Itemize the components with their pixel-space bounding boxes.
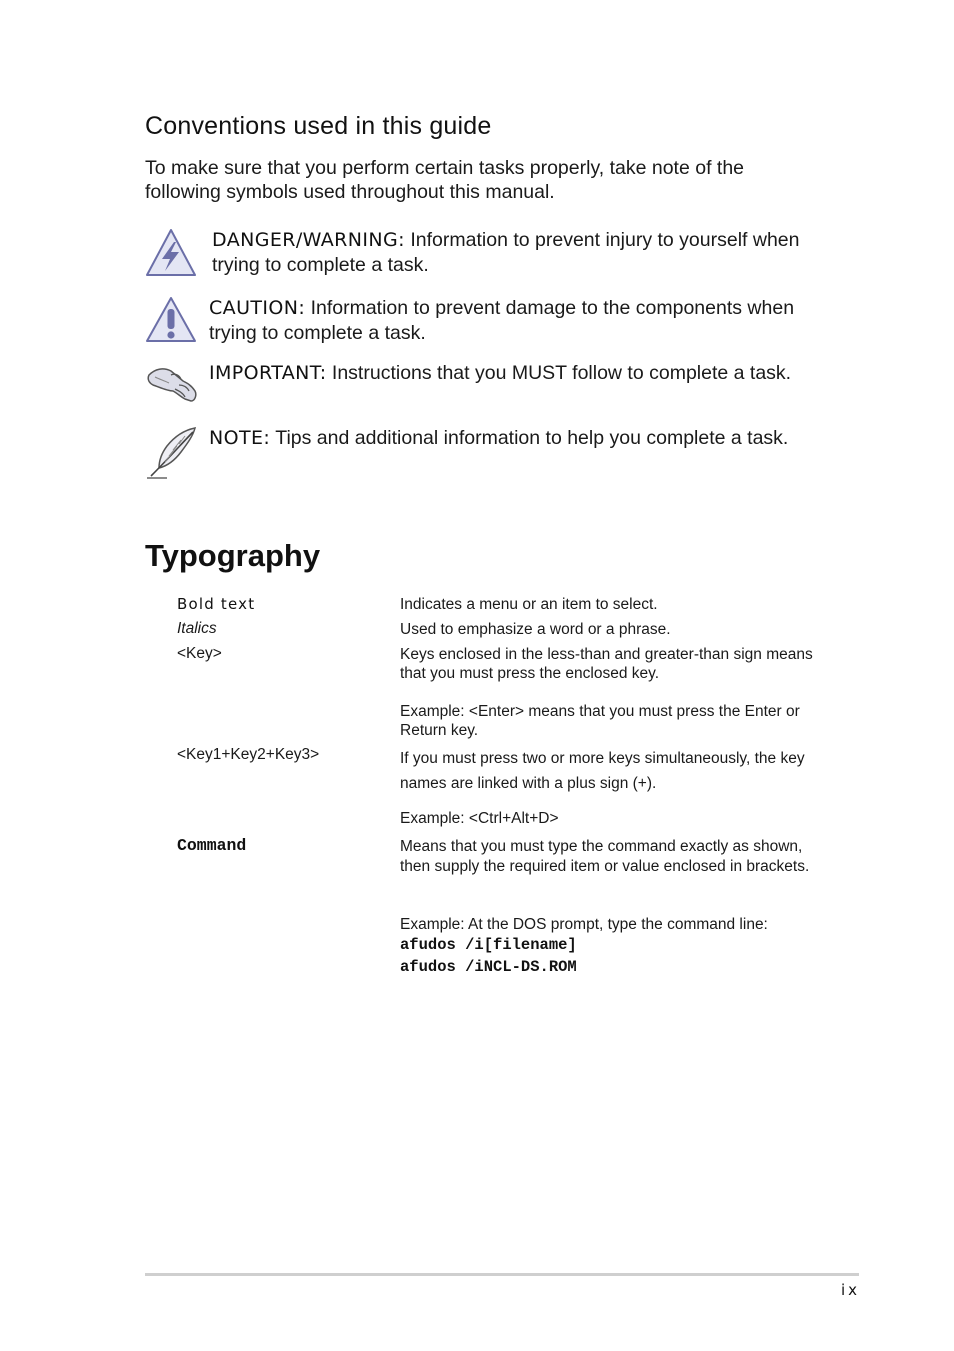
term-italics: Italics [177,620,217,637]
notice-important [145,361,825,421]
typography-heading: Typography [145,538,321,573]
notice-label: IMPORTANT: [209,362,327,384]
conventions-intro: To make sure that you perform certain tasks properly, take note of the following symbols used throughout this manual. [145,157,745,203]
notice-text: Tips and additional information to help you complete a task. [275,427,789,449]
notice-label: DANGER/WARNING: [212,229,405,251]
term-key-combo: <Key1+Key2+Key3> [177,746,320,763]
notice-label: NOTE: [209,427,271,449]
caution-icon [145,296,201,352]
command-line-1: afudos /i[filename] [400,936,577,954]
important-hand-icon [145,361,201,417]
example-key-combo: Example: <Ctrl+Alt+D> [400,810,559,827]
footer-rule [145,1273,859,1276]
conventions-heading: Conventions used in this guide [145,112,492,140]
notice-text: Information to prevent injury to yourself when trying to complete a task. [212,229,800,276]
danger-warning-icon [145,228,201,284]
example-command: Example: At the DOS prompt, type the command line: [400,916,768,933]
desc-key: Keys enclosed in the less-than and greater-than sign means that you must press the enclosed key. [400,646,813,682]
term-bold-text: Bold text [177,595,256,613]
notice-note [145,426,825,486]
example-key: Example: <Enter> means that you must press the Enter or Return key. [400,703,800,739]
desc-italics: Used to emphasize a word or a phrase. [400,621,671,638]
desc-key-combo: If you must press two or more keys simultaneously, the key names are linked with a plus sign (+). [400,750,805,792]
desc-bold-text: Indicates a menu or an item to select. [400,596,658,613]
note-feather-icon [145,426,201,482]
term-key: <Key> [177,645,222,662]
notice-text: Information to prevent damage to the components when trying to complete a task. [209,297,795,344]
term-command: Command [177,836,247,855]
notice-danger-warning [145,228,825,288]
command-line-2: afudos /iNCL-DS.ROM [400,958,577,976]
page-number: ix [840,1281,860,1299]
notice-caution [145,296,825,356]
notice-text: Instructions that you MUST follow to complete a task. [331,362,792,384]
desc-command: Means that you must type the command exactly as shown, then supply the required item or value enclosed in brackets. [400,838,810,875]
notice-label: CAUTION: [209,297,306,319]
